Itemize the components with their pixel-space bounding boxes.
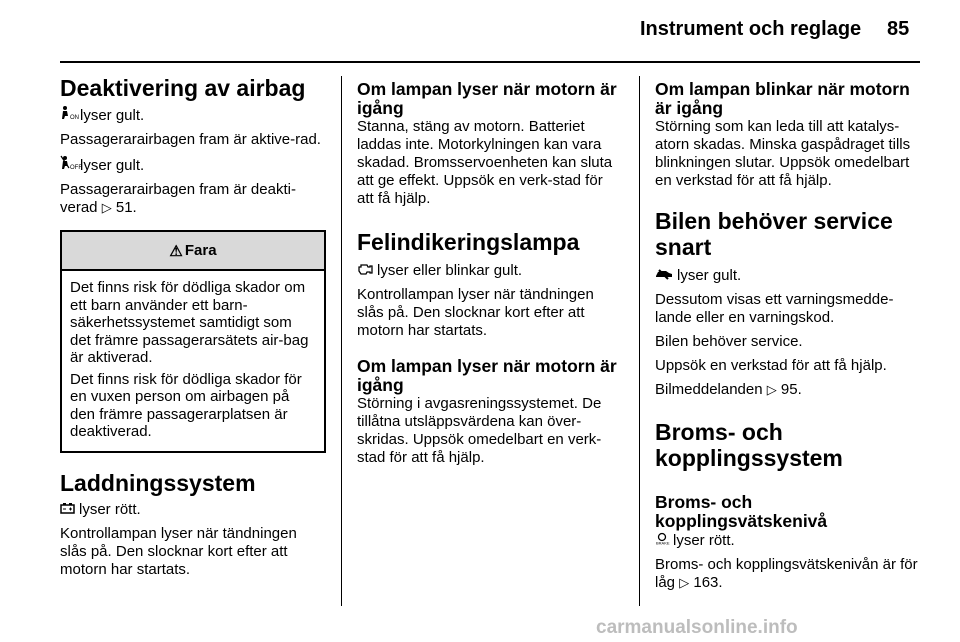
engine-icon: [357, 261, 373, 279]
fault-line: [357, 261, 623, 280]
airbag-off-status: lyser gult.: [80, 157, 145, 174]
svg-text:OFF: OFF: [70, 165, 82, 171]
header-rule: [60, 61, 920, 63]
danger-text-1: Det finns risk för dödliga skador om ett barn använder ett barn-säkerhetssystemet samtidigt som det främre passagerarsätets air-bag är aktiverad.: [70, 279, 309, 366]
brake-status: lyser rött.: [673, 532, 735, 549]
lamp-on-heading: Om lampan lyser när motorn är igång: [357, 79, 617, 118]
service-text-3: Uppsök en verkstad för att få hjälp.: [655, 357, 887, 374]
service-ref: 95.: [780, 381, 802, 398]
charging-text: Kontrollampan lyser när tändningen slås på. Den slocknar kort efter att motorn har startats.: [60, 524, 297, 578]
brake-icon: [655, 531, 669, 549]
charging-line: [60, 500, 326, 519]
page-reference-icon: ▷: [679, 575, 690, 590]
service-heading: Bilen behöver service snart: [655, 208, 893, 260]
page-header: [0, 0, 960, 64]
danger-text-2: Det finns risk för dödliga skador för en vuxen person om airbagen på den främre passagerarplatsen är deaktiverad.: [70, 370, 302, 440]
blink-text: Störning som kan leda till att katalys-atorn skadas. Minska gaspådraget tills blinkningen slutar. Uppsök omedelbart en verkstad för att få hjälp.: [655, 118, 911, 189]
danger-body: [62, 271, 324, 451]
lamp-on2-heading: Om lampan lyser när motorn är igång: [357, 356, 617, 395]
column-divider-left: [341, 76, 342, 606]
fault-status: lyser eller blinkar gult.: [377, 262, 523, 279]
service-text-4: Bilmeddelanden ▷ 95.: [655, 381, 802, 398]
svg-text:BRAKE: BRAKE: [656, 540, 670, 546]
watermark: carmanualsonline.info: [596, 617, 798, 638]
page-reference-icon: ▷: [101, 200, 112, 215]
battery-icon: [60, 500, 75, 518]
airbag-heading: Deaktivering av airbag: [60, 75, 306, 101]
airbag-off-icon: [60, 155, 82, 174]
page-reference-icon: ▷: [766, 382, 777, 397]
airbag-on-status: lyser gult.: [80, 107, 145, 124]
charging-status: lyser rött.: [79, 500, 141, 518]
brake-sub-heading: Broms- och kopplingsvätskenivå: [655, 492, 828, 531]
brake-line: [655, 531, 921, 550]
warning-triangle-icon: ⚠: [169, 242, 183, 260]
brake-text: Broms- och kopplingsvätskenivån är för låg ▷ 163.: [655, 556, 918, 591]
airbag-on-line: [60, 105, 326, 125]
airbag-off-text: Passagerarairbagen fram är deakti-verad ▷ 51.: [60, 181, 296, 216]
service-line: [655, 266, 921, 285]
airbag-ref: 51.: [115, 199, 137, 216]
danger-box: [60, 230, 326, 453]
column-middle: [357, 64, 623, 467]
chapter-title: Instrument och reglage: [640, 18, 862, 40]
brake-heading: Broms- och kopplingssystem: [655, 419, 843, 471]
fault-heading: Felindikeringslampa: [357, 229, 580, 255]
service-text-2: Bilen behöver service.: [655, 333, 803, 350]
airbag-off-line: [60, 155, 326, 175]
blink-heading: Om lampan blinkar när motorn är igång: [655, 79, 910, 118]
page-number: 85: [887, 18, 910, 40]
fault-text: Kontrollampan lyser när tändningen slås på. Den slocknar kort efter att motorn har startats.: [357, 286, 594, 339]
brake-ref: 163.: [693, 574, 723, 591]
lamp-on2-text: Störning i avgasreningssystemet. De tillåtna utsläppsvärdena kan över-skridas. Uppsök omedelbart en verk-stad för att få hjälp.: [357, 395, 602, 466]
danger-title: Fara: [184, 242, 217, 259]
service-status: lyser gult.: [677, 267, 742, 284]
lamp-on-text: Stanna, stäng av motorn. Batteriet laddas inte. Motorkylningen kan vara skadad. Bromsservoenheten kan sluta att ge effekt. Uppsök en verk-stad för att få hjälp.: [357, 118, 613, 207]
svg-text:ON: ON: [70, 115, 79, 121]
column-divider-right: [639, 76, 640, 606]
column-right: [655, 64, 921, 592]
danger-header: [62, 232, 324, 271]
charging-heading: Laddningssystem: [60, 469, 256, 496]
column-left: [60, 64, 326, 579]
service-car-icon: [655, 266, 673, 284]
airbag-on-text: Passagerarairbagen fram är aktive-rad.: [60, 131, 321, 148]
airbag-on-icon: [60, 105, 79, 124]
service-text-1: Dessutom visas ett varningsmedde-lande eller en varningskod.: [655, 291, 894, 326]
